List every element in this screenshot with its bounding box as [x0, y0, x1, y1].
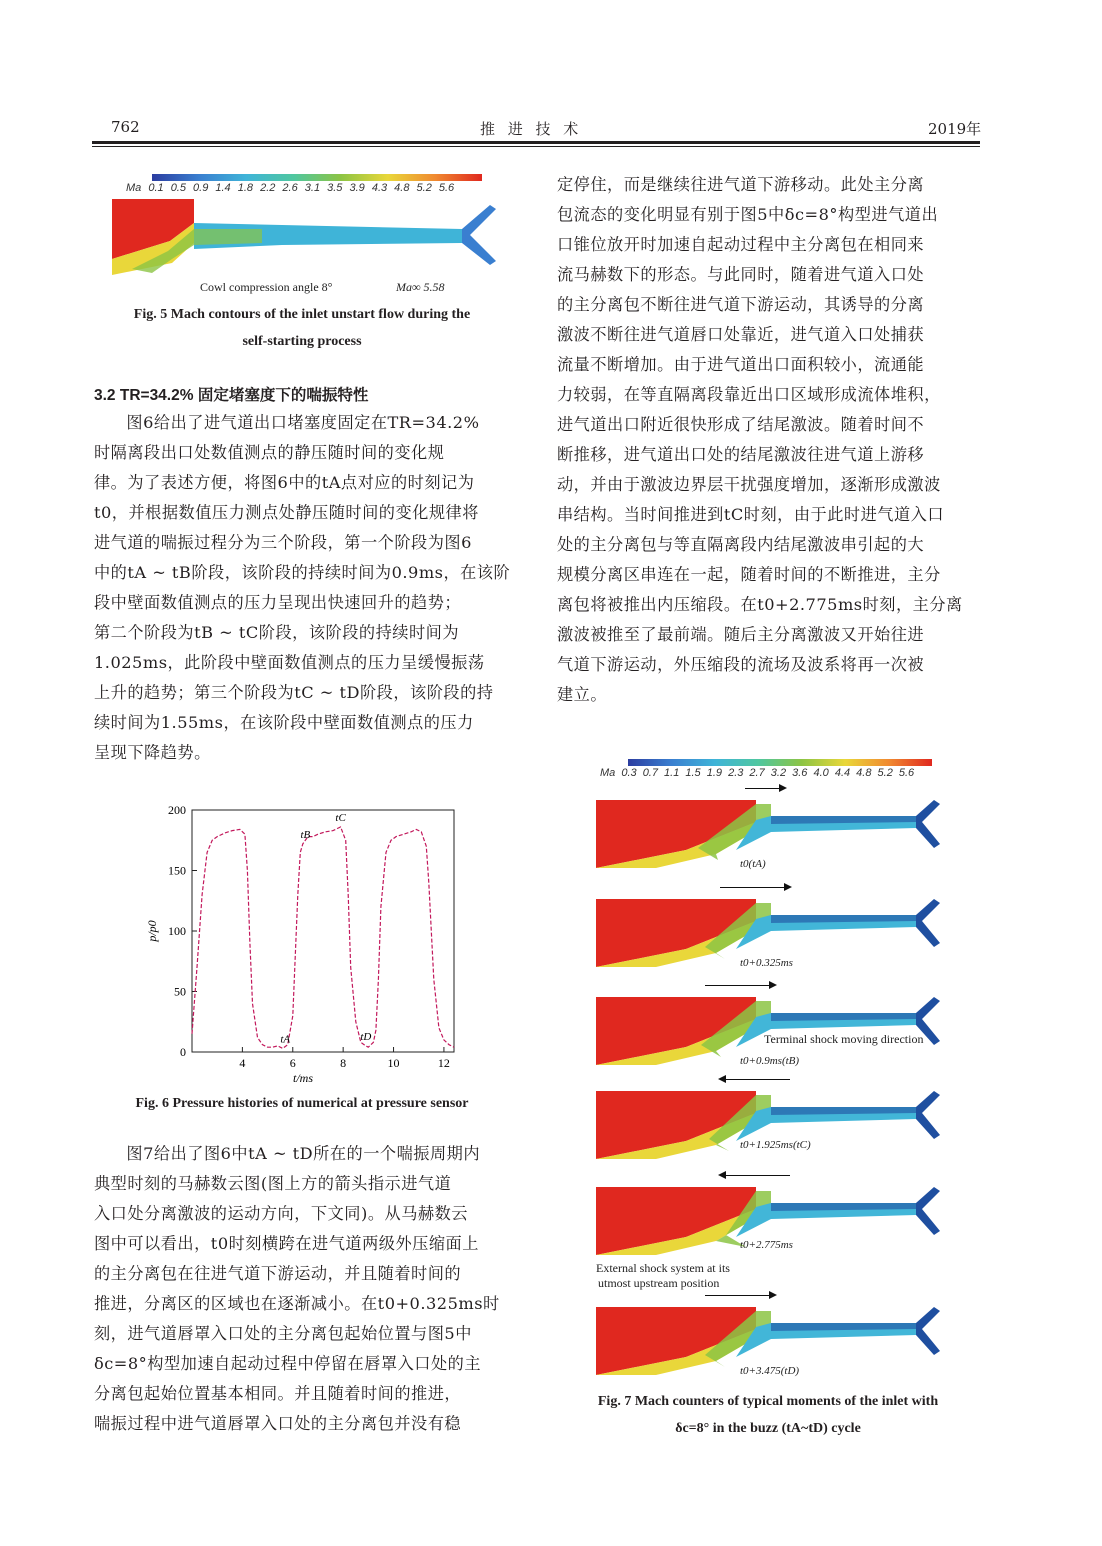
text-line: 图中可以看出，t0时刻横跨在进气道两级外压缩面上	[94, 1234, 479, 1253]
pressure-history-chart	[140, 798, 470, 1090]
text-line: 定停住，而是继续往进气道下游移动。此处主分离	[557, 175, 925, 194]
x-tick-label: 6	[289, 1056, 296, 1070]
text-line: 的主分离包在往进气道下游运动，并且随着时间的	[94, 1264, 462, 1283]
shock-direction-arrow	[705, 985, 775, 986]
snapshot-time-label: t0+1.925ms(tC)	[740, 1139, 811, 1151]
text-line: 力较弱，在等直隔离段靠近出口区域形成流体堆积，	[557, 385, 941, 404]
text-line: t0，并根据数值压力测点处静压随时间的变化规律将	[94, 503, 479, 522]
year: 2019年	[928, 120, 982, 138]
text-line: 进气道出口附近很快形成了结尾激波。随着时间不	[557, 415, 925, 434]
y-tick-label: 200	[168, 803, 186, 817]
text-line: 时隔离段出口处数值测点的静压随时间的变化规	[94, 443, 445, 462]
fig5-label-mach: Ma∞ 5.58	[396, 280, 445, 294]
colorbar-label: Ma	[126, 182, 142, 194]
text-line: 离包将被推出内压缩段。在t0+2.775ms时刻，主分离	[557, 595, 963, 614]
external-shock-label-1: External shock system at its	[596, 1261, 730, 1275]
text-line: 刻，进气道唇罩入口处的主分离包起始位置与图5中	[94, 1324, 472, 1343]
text-line: 流马赫数下的形态。与此同时，随着进气道入口处	[557, 265, 925, 284]
snapshot-1	[596, 798, 946, 888]
snapshot-time-label: t0(tA)	[740, 858, 766, 870]
text-line: 口锥位放开时加速自起动过程中主分离包在相同来	[557, 235, 925, 254]
text-line: 包流态的变化明显有别于图5中δc=8°构型进气道出	[557, 205, 939, 224]
text-line: 激波被推至了最前端。随后主分离激波又开始往进	[557, 625, 925, 644]
text-line: 串结构。当时间推进到tC时刻，由于此时进气道入口	[557, 505, 945, 524]
fig6-caption: Fig. 6 Pressure histories of numerical at pressure sensor	[135, 1096, 469, 1111]
shock-direction-arrow	[745, 788, 785, 789]
x-tick-label: 4	[239, 1056, 246, 1070]
external-shock-label-2: utmost upstream position	[598, 1276, 720, 1290]
text-line: 进气道的喘振过程分为三个阶段，第一个阶段为图6	[94, 533, 472, 552]
text-line: 续时间为1.55ms，在该阶段中壁面数值测点的压力	[94, 713, 474, 732]
colorbar	[152, 174, 482, 181]
text-line: δc=8°构型加速自起动过程中停留在唇罩入口处的主	[94, 1354, 482, 1373]
point-label: tB	[300, 828, 311, 841]
text-line: 1.025ms，此阶段中壁面数值测点的压力呈缓慢振荡	[94, 653, 485, 672]
text-line: 的主分离包不断往进气道下游运动，其诱导的分离	[557, 295, 925, 314]
text-line: 激波不断往进气道唇口处靠近，进气道入口处捕获	[557, 325, 925, 344]
text-line: 推进，分离区的区域也在逐渐减小。在t0+0.325ms时	[94, 1294, 500, 1313]
snapshot-4	[596, 1089, 946, 1179]
text-line: 入口处分离激波的运动方向，下文同)。从马赫数云	[94, 1204, 468, 1223]
right-paragraph	[557, 170, 979, 710]
text-line: 建立。	[557, 685, 608, 704]
fig5-caption: Fig. 5 Mach contours of the inlet unstart flow during the self-starting process	[133, 307, 471, 349]
pressure-series-line	[192, 827, 454, 1049]
point-label: tC	[335, 811, 346, 824]
x-axis-label: t/ms	[292, 1071, 314, 1085]
text-line: 上升的趋势；第三个阶段为tC ~ tD阶段，该阶段的持	[94, 683, 494, 702]
text-line: 动，并由于激波边界层干扰强度增加，逐渐形成激波	[557, 475, 941, 494]
x-tick-label: 12	[437, 1056, 450, 1070]
text-line: 断推移，进气道出口处的结尾激波往进气道上游移	[557, 445, 925, 464]
text-line: 喘振过程中进气道唇罩入口处的主分离包并没有稳	[94, 1414, 462, 1433]
y-tick-label: 150	[168, 863, 186, 878]
colorbar-ticks: 0.1 0.5 0.9 1.4 1.8 2.2 2.6 3.1 3.5 3.9 4.3 4.8 5.2 5.6	[148, 182, 455, 194]
y-tick-label: 0	[180, 1045, 186, 1059]
section-heading: 3.2 TR=34.2% 固定堵塞度下的喘振特性	[94, 387, 369, 404]
shock-direction-arrow	[705, 1295, 775, 1296]
text-line: 段中壁面数值测点的压力呈现出快速回升的趋势；	[94, 593, 462, 612]
text-line: 律。为了表述方便，将图6中的tA点对应的时刻记为	[94, 473, 475, 492]
snapshot-time-label: t0+0.325ms	[740, 957, 793, 969]
fig5-label-cowl: Cowl compression angle 8°	[200, 280, 333, 294]
terminal-shock-label: Terminal shock moving direction	[764, 1032, 924, 1046]
page-number: 762	[111, 118, 140, 136]
text-line: 分离包起始位置基本相同。并且随着时间的推进，	[94, 1384, 462, 1403]
left-paragraph-2	[94, 1139, 514, 1439]
point-label: tA	[280, 1033, 291, 1046]
point-label: tD	[360, 1030, 372, 1043]
text-line: 第二个阶段为tB ~ tC阶段，该阶段的持续时间为	[94, 623, 460, 642]
journal-title: 推 进 技 术	[480, 120, 583, 138]
x-tick-label: 8	[340, 1056, 347, 1070]
header-rule-thick	[92, 141, 980, 144]
y-tick-label: 100	[168, 924, 186, 938]
snapshot-time-label: t0+3.475(tD)	[740, 1365, 800, 1377]
text-line: 流量不断增加。由于进气道出口面积较小，流通能	[557, 355, 925, 374]
snapshot-time-label: t0+0.9ms(tB)	[740, 1055, 800, 1067]
colorbar-label: Ma	[600, 767, 616, 779]
colorbar	[628, 759, 932, 766]
shock-direction-arrow	[720, 887, 790, 888]
snapshot-time-label: t0+2.775ms	[740, 1239, 793, 1251]
colorbar-ticks: 0.3 0.7 1.1 1.5 1.9 2.3 2.7 3.2 3.6 4.0 4.4 4.8 5.2 5.6	[621, 767, 915, 779]
shock-direction-arrow	[720, 1175, 790, 1176]
x-tick-label: 10	[387, 1056, 400, 1070]
text-line: 图6给出了进气道出口堵塞度固定在TR=34.2%	[126, 413, 480, 432]
mach-contour-fig5	[112, 199, 512, 275]
text-line: 处的主分离包与等直隔离段内结尾激波串引起的大	[557, 535, 925, 554]
plot-frame	[192, 810, 454, 1052]
header-rule-thin	[92, 146, 980, 147]
shock-direction-arrow	[720, 1079, 790, 1080]
text-line: 图7给出了图6中tA ~ tD所在的一个喘振周期内	[126, 1144, 481, 1163]
text-line: 气道下游运动，外压缩段的流场及波系将再一次被	[557, 655, 925, 674]
y-tick-label: 50	[174, 984, 186, 999]
text-line: 中的tA ~ tB阶段，该阶段的持续时间为0.9ms，在该阶	[94, 563, 511, 582]
snapshot-6	[596, 1305, 946, 1395]
text-line: 规模分离区串连在一起，随着时间的不断推进，主分	[557, 565, 941, 584]
y-axis-label: p/p0	[145, 920, 159, 942]
snapshot-2	[596, 897, 946, 987]
fig7-caption: Fig. 7 Mach counters of typical moments of the inlet with δc=8° in the buzz (tA~tD) cycle	[597, 1394, 939, 1436]
left-paragraph-1	[94, 408, 514, 768]
text-line: 典型时刻的马赫数云图(图上方的箭头指示进气道	[94, 1174, 452, 1193]
text-line: 呈现下降趋势。	[94, 743, 211, 762]
